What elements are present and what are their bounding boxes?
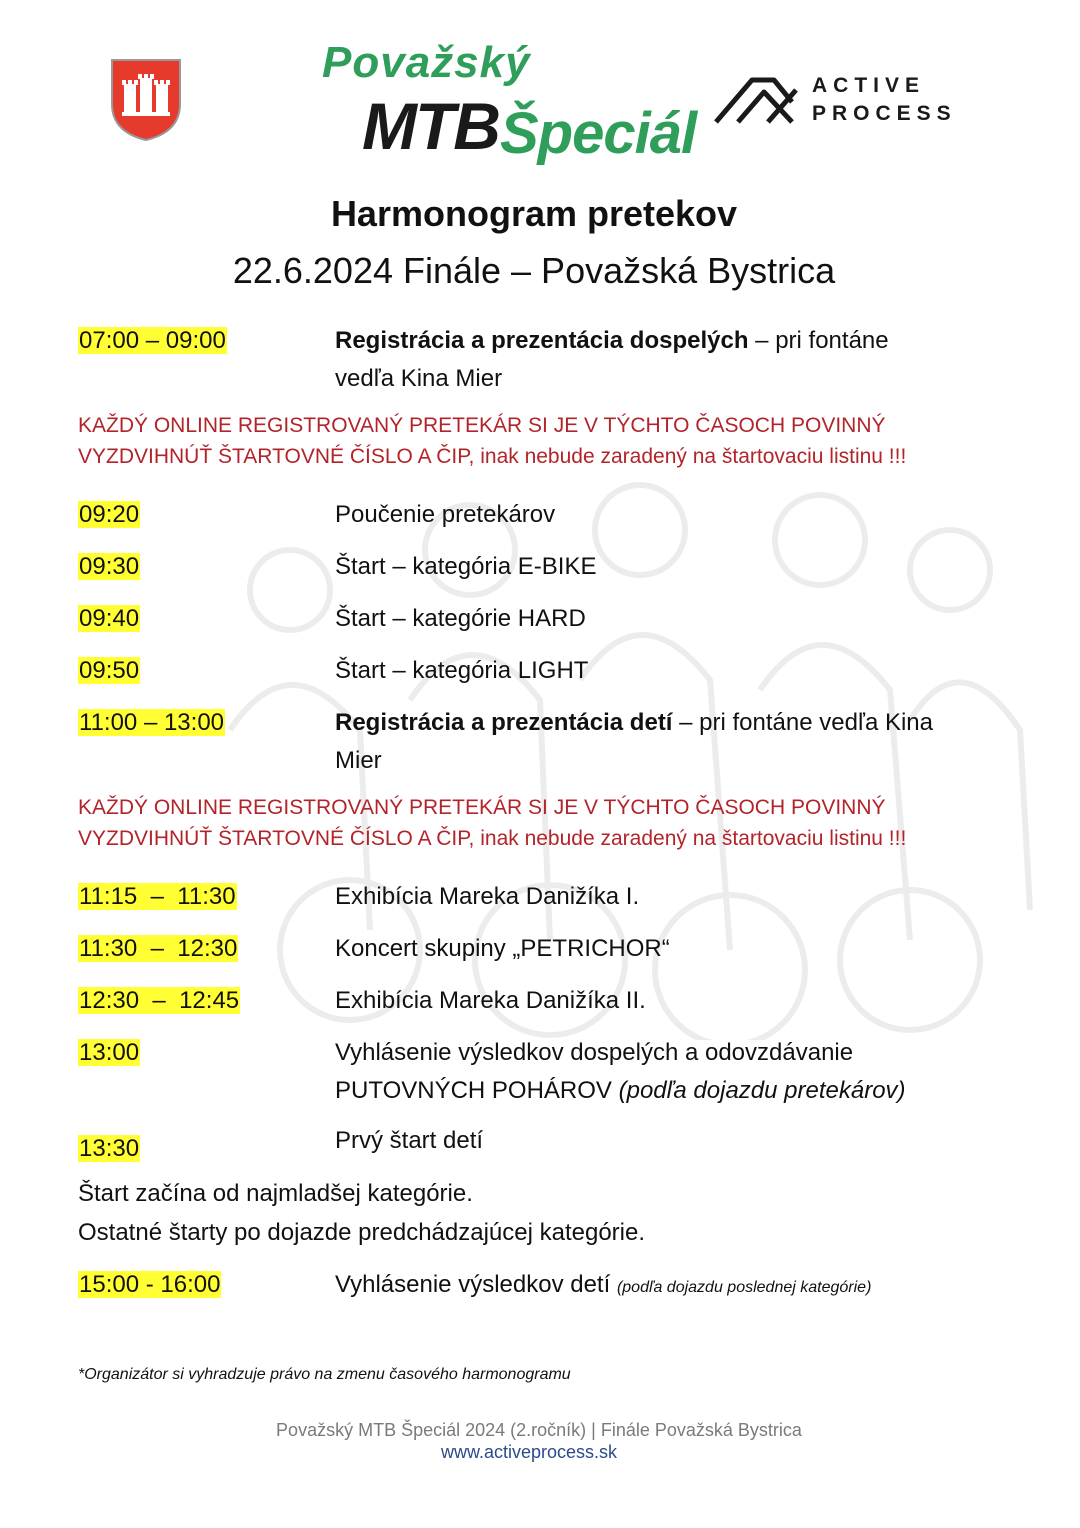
schedule-note: (podľa dojazdu poslednej kategórie) [616,1279,872,1296]
schedule-row [78,496,998,548]
sponsor-line1: ACTIVE [812,74,926,97]
schedule-row [78,930,998,982]
schedule-time: 12:30 – 12:45 [79,987,240,1014]
schedule-note: (podľa dojazdu pretekárov) [618,1077,906,1104]
notice-line1: KAŽDÝ ONLINE REGISTROVANÝ PRETEKÁR SI JE V TÝCHTO ČASOCH POVINNÝ [78,796,886,819]
schedule-time: 13:30 [79,1135,140,1162]
schedule-row [78,982,998,1034]
event-logo [320,38,697,168]
sponsor-line2: PROCESS [812,102,957,125]
notice-line1: KAŽDÝ ONLINE REGISTROVANÝ PRETEKÁR SI JE V TÝCHTO ČASOCH POVINNÝ [78,414,886,437]
schedule-text: Koncert skupiny „PETRICHOR“ [335,935,670,962]
footnote: *Organizátor si vyhradzuje právo na zmenu časového harmonogramu [78,1366,571,1383]
schedule-title: Registrácia a prezentácia dospelých [335,327,749,354]
schedule-row [78,878,998,930]
schedule-time: 13:00 [79,1039,140,1066]
schedule-row [78,1122,998,1174]
sponsor-logo [712,72,957,128]
schedule [78,322,998,1318]
schedule-text: – pri fontáne vedľa Kina [672,709,933,736]
schedule-text: Štart – kategórie HARD [335,605,586,632]
page-subtitle: 22.6.2024 Finále – Považská Bystrica [232,250,836,291]
city-crest-icon [110,58,182,142]
event-logo-line2: MTB [362,89,499,163]
schedule-time: 11:30 – 12:30 [79,935,238,962]
event-logo-line3: Špeciál [500,101,697,166]
schedule-text: Exhibícia Mareka Danižíka I. [335,883,640,910]
schedule-row [78,704,998,792]
schedule-text: Exhibícia Mareka Danižíka II. [335,987,646,1014]
schedule-time: 09:20 [79,501,140,528]
schedule-text: Prvý štart detí [335,1127,484,1154]
schedule-text-line2: PUTOVNÝCH POHÁROV [335,1077,619,1104]
schedule-text: Poučenie pretekárov [335,501,556,528]
notice-line2: VYZDVIHNÚŤ ŠTARTOVNÉ ČÍSLO A ČIP, inak nebude zaradený na štartovaciu listinu !!! [78,445,907,468]
schedule-text: Štart – kategória E-BIKE [335,553,597,580]
registration-notice [78,410,998,496]
schedule-time: 15:00 - 16:00 [79,1271,221,1298]
schedule-text: – pri fontáne [748,327,889,354]
sponsor-name [812,72,957,128]
schedule-text-line2: Mier [335,747,382,774]
schedule-text: Vyhlásenie výsledkov dospelých a odovzdávanie [335,1039,854,1066]
registration-notice [78,792,998,878]
schedule-text-line2: vedľa Kina Mier [335,365,503,392]
schedule-time: 11:00 – 13:00 [79,709,225,736]
kids-start-line2: Ostatné štarty po dojazde predchádzajúcej kategórie. [78,1219,646,1246]
schedule-time: 09:50 [79,657,140,684]
schedule-text: Vyhlásenie výsledkov detí [335,1271,617,1298]
kids-start-line1: Štart začína od najmladšej kategórie. [78,1180,473,1207]
schedule-title: Registrácia a prezentácia detí [335,709,673,736]
schedule-row [78,600,998,652]
notice-line2: VYZDVIHNÚŤ ŠTARTOVNÉ ČÍSLO A ČIP, inak nebude zaradený na štartovaciu listinu !!! [78,827,907,850]
event-logo-line1: Považský [322,38,531,87]
schedule-text: Štart – kategória LIGHT [335,657,589,684]
kids-start-note [78,1174,998,1266]
schedule-time: 11:15 – 11:30 [79,883,236,910]
footer-website-link[interactable]: www.activeprocess.sk [440,1442,618,1462]
schedule-time: 09:40 [79,605,140,632]
schedule-row [78,1034,998,1122]
schedule-time: 07:00 – 09:00 [79,327,226,354]
schedule-time: 09:30 [79,553,140,580]
footer-text: Považský MTB Špeciál 2024 (2.ročník) | Finále Považská Bystrica [276,1420,802,1440]
page-title: Harmonogram pretekov [330,193,738,234]
schedule-row [78,548,998,600]
schedule-row [78,1266,998,1318]
sponsor-mark-icon [712,72,802,126]
schedule-row [78,322,998,410]
schedule-row [78,652,998,704]
